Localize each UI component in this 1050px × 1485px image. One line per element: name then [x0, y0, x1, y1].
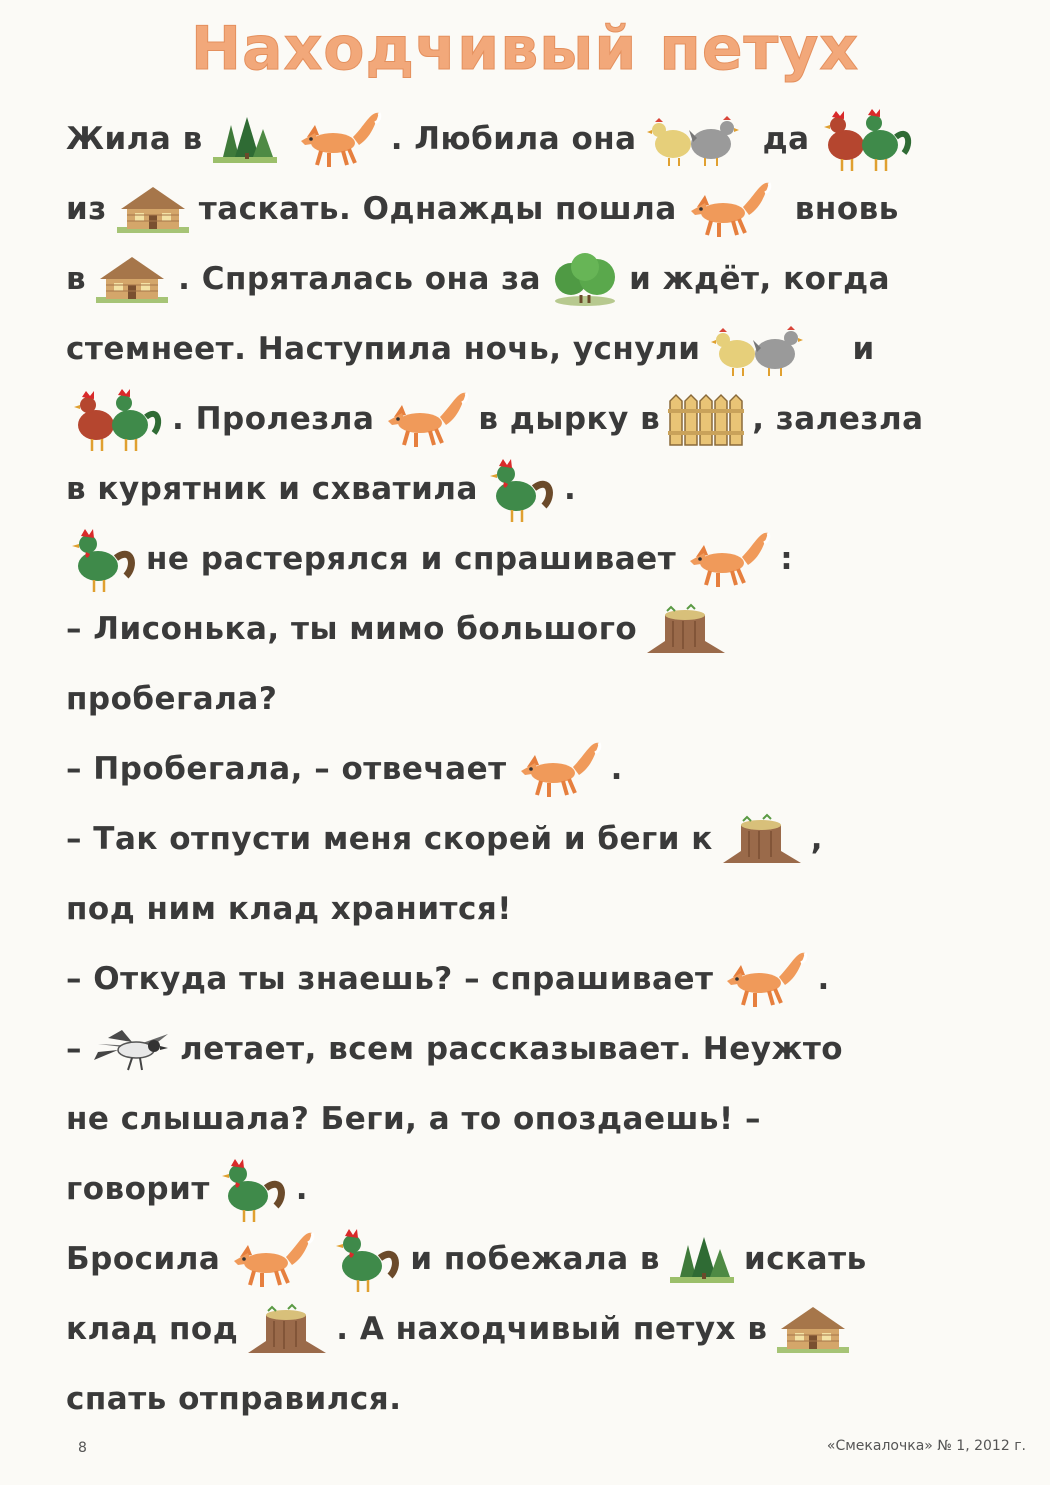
text-fragment: .: [817, 961, 830, 997]
house-icon: [773, 1301, 853, 1357]
forest-icon: [209, 111, 281, 167]
roosters-icon: [66, 383, 166, 455]
text-fragment: не растерялся и спрашивает: [146, 541, 677, 577]
roosters-icon: [816, 103, 916, 175]
text-fragment: пробегала?: [66, 681, 278, 717]
text-fragment: .: [563, 471, 577, 507]
text-fragment: да: [762, 121, 810, 157]
story-line: [66, 804, 1006, 874]
hens-icon: [643, 108, 743, 170]
text-fragment: . Любила она: [390, 121, 637, 157]
story-line: [66, 104, 1006, 174]
story-title: Находчивый петух: [190, 14, 860, 84]
text-fragment: клад под: [66, 1311, 239, 1347]
forest-icon: [666, 1231, 738, 1287]
story-line: [66, 1154, 1006, 1224]
magpie-icon: [88, 1024, 174, 1074]
text-fragment: говорит: [66, 1171, 210, 1207]
text-fragment: спать отправился.: [66, 1381, 402, 1417]
text-fragment: ,: [810, 821, 824, 857]
text-fragment: вновь: [794, 191, 899, 227]
story-line: [66, 734, 1006, 804]
source-credit: «Смекалочка» № 1, 2012 г.: [826, 1438, 1026, 1454]
text-fragment: –: [66, 1031, 82, 1067]
story-line: [66, 1364, 1006, 1434]
text-fragment: .: [295, 1171, 309, 1207]
story-text: [66, 104, 1006, 1434]
text-fragment: Бросила: [66, 1241, 221, 1277]
text-fragment: :: [780, 541, 794, 577]
story-line: [66, 314, 1006, 384]
text-fragment: из: [66, 191, 107, 227]
fox-icon: [226, 1227, 318, 1291]
text-fragment: .: [610, 751, 623, 787]
story-line: [66, 1014, 1006, 1084]
stump-icon: [719, 811, 805, 867]
text-fragment: в: [66, 261, 87, 297]
text-fragment: . А находчивый петух в: [336, 1311, 768, 1347]
fox-icon: [380, 387, 472, 451]
text-fragment: таскать. Однажды пошла: [198, 191, 677, 227]
story-line: [66, 244, 1006, 314]
text-fragment: – Пробегала, – отвечает: [66, 751, 507, 787]
house-icon: [92, 251, 172, 307]
text-fragment: и: [852, 331, 875, 367]
text-fragment: стемнеет. Наступила ночь, уснули: [66, 331, 701, 367]
bush-icon: [547, 249, 623, 309]
story-line: [66, 874, 1006, 944]
story-line: [66, 1084, 1006, 1154]
story-line: [66, 454, 1006, 524]
story-line: [66, 1224, 1006, 1294]
fox-icon: [293, 107, 385, 171]
text-fragment: искать: [744, 1241, 867, 1277]
stump-icon: [244, 1301, 330, 1357]
stump-icon: [643, 601, 729, 657]
fox-icon: [719, 947, 811, 1011]
text-fragment: и побежала в: [410, 1241, 661, 1277]
text-fragment: в курятник и схватила: [66, 471, 478, 507]
text-fragment: . Спряталась она за: [178, 261, 542, 297]
house-icon: [113, 181, 193, 237]
rooster-icon: [330, 1224, 404, 1294]
text-fragment: летает, всем рассказывает. Неужто: [180, 1031, 844, 1067]
fox-icon: [513, 737, 605, 801]
text-fragment: , залезла: [752, 401, 924, 437]
text-fragment: – Так отпусти меня скорей и беги к: [66, 821, 713, 857]
story-line: [66, 384, 1006, 454]
rooster-icon: [216, 1154, 290, 1224]
text-fragment: и ждёт, когда: [629, 261, 891, 297]
fox-icon: [682, 527, 774, 591]
rooster-icon: [484, 454, 558, 524]
text-fragment: – Откуда ты знаешь? – спрашивает: [66, 961, 714, 997]
story-line: [66, 594, 1006, 664]
fox-icon: [683, 177, 775, 241]
text-fragment: под ним клад хранится!: [66, 891, 512, 927]
story-line: [66, 664, 1006, 734]
story-line: [66, 1294, 1006, 1364]
story-line: [66, 524, 1006, 594]
text-fragment: не слышала? Беги, а то опоздаешь! –: [66, 1101, 761, 1137]
text-fragment: . Пролезла: [172, 401, 375, 437]
text-fragment: – Лисонька, ты мимо большого: [66, 611, 638, 647]
story-line: [66, 944, 1006, 1014]
story-line: [66, 174, 1006, 244]
rooster-icon: [66, 524, 140, 594]
text-fragment: в дырку в: [478, 401, 661, 437]
page-number: 8: [78, 1440, 87, 1456]
text-fragment: Жила в: [66, 121, 203, 157]
hens-icon: [707, 318, 807, 380]
fence-icon: [666, 389, 746, 449]
